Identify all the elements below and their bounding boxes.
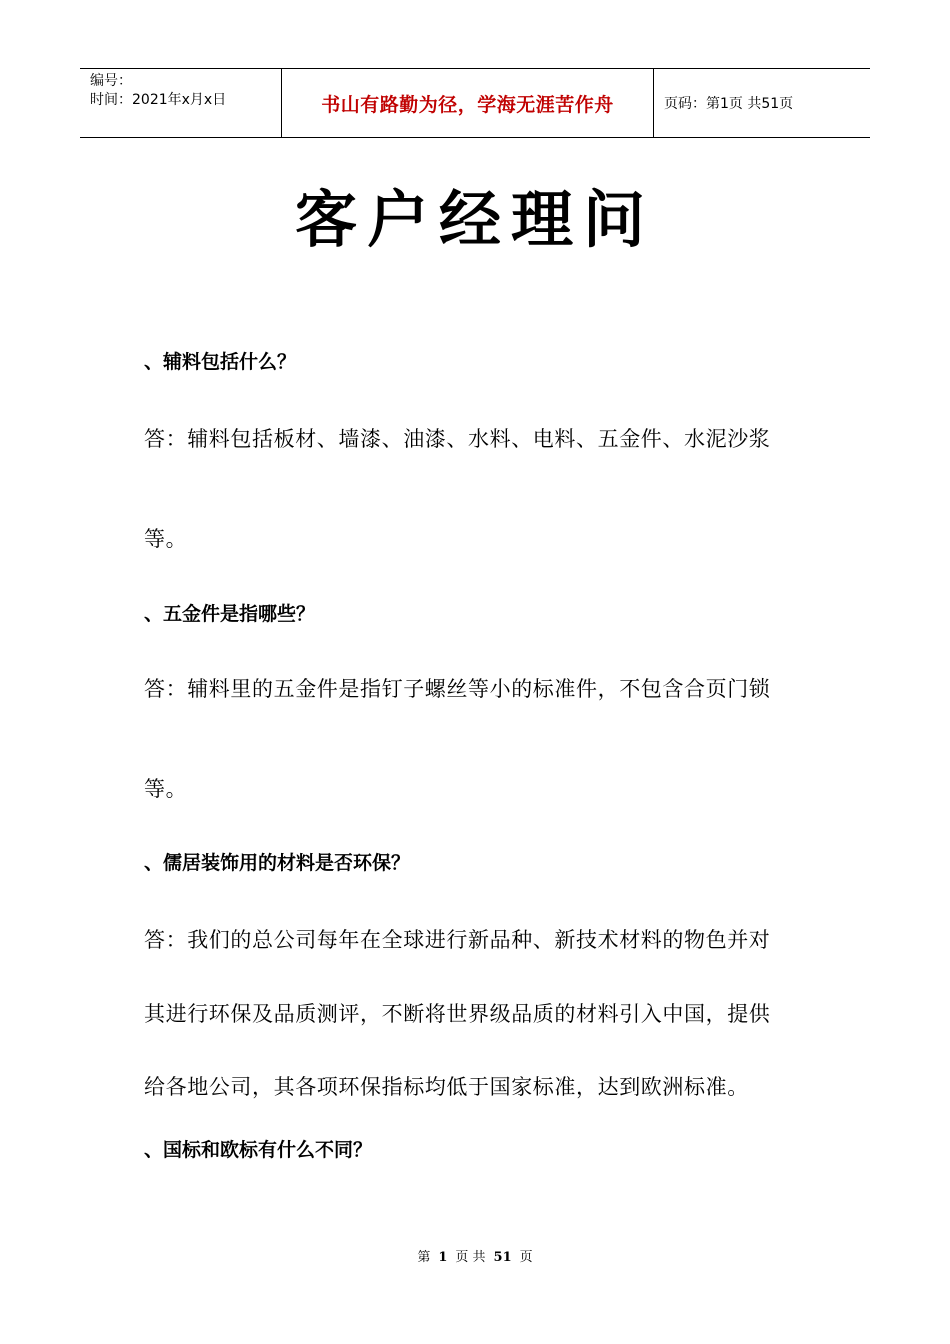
answer-3-line-3: 给各地公司，其各项环保指标均低于国家标准，达到欧洲标准。: [144, 1075, 749, 1099]
footer-current-page: 1: [438, 1250, 448, 1265]
header-slogan: 书山有路勤为径，学海无涯苦作舟: [281, 69, 654, 137]
header-meta: [80, 69, 281, 137]
document-title: 客户经理问: [294, 183, 655, 256]
question-1: 、辅料包括什么？: [144, 351, 297, 373]
answer-3-line-2: 其进行环保及品质测评，不断将世界级品质的材料引入中国，提供: [144, 1002, 771, 1026]
page-header: [80, 68, 870, 138]
header-page-info: 页码：第1页 共51页: [664, 96, 794, 112]
footer-suffix: 页: [519, 1250, 533, 1265]
answer-2-line-1: 答：辅料里的五金件是指钉子螺丝等小的标准件，不包含合页门锁: [144, 677, 771, 701]
question-2: 、五金件是指哪些？: [144, 603, 316, 625]
answer-3-line-1: 答：我们的总公司每年在全球进行新品种、新技术材料的物色并对: [144, 928, 771, 952]
footer-total-pages: 51: [493, 1250, 512, 1265]
question-4: 、国标和欧标有什么不同？: [144, 1139, 373, 1161]
number-label: 编号：: [90, 73, 132, 89]
answer-1-line-1: 答：辅料包括板材、墙漆、油漆、水料、电料、五金件、水泥沙浆: [144, 427, 771, 451]
answer-1-line-2: 等。: [144, 527, 188, 551]
page-footer: [0, 1246, 950, 1265]
time-label: 时间：2021年x月x日: [90, 92, 227, 108]
question-3: 、儒居装饰用的材料是否环保？: [144, 852, 411, 874]
answer-2-line-2: 等。: [144, 777, 188, 801]
footer-middle: 页 共: [455, 1250, 486, 1265]
footer-prefix: 第: [417, 1250, 431, 1265]
